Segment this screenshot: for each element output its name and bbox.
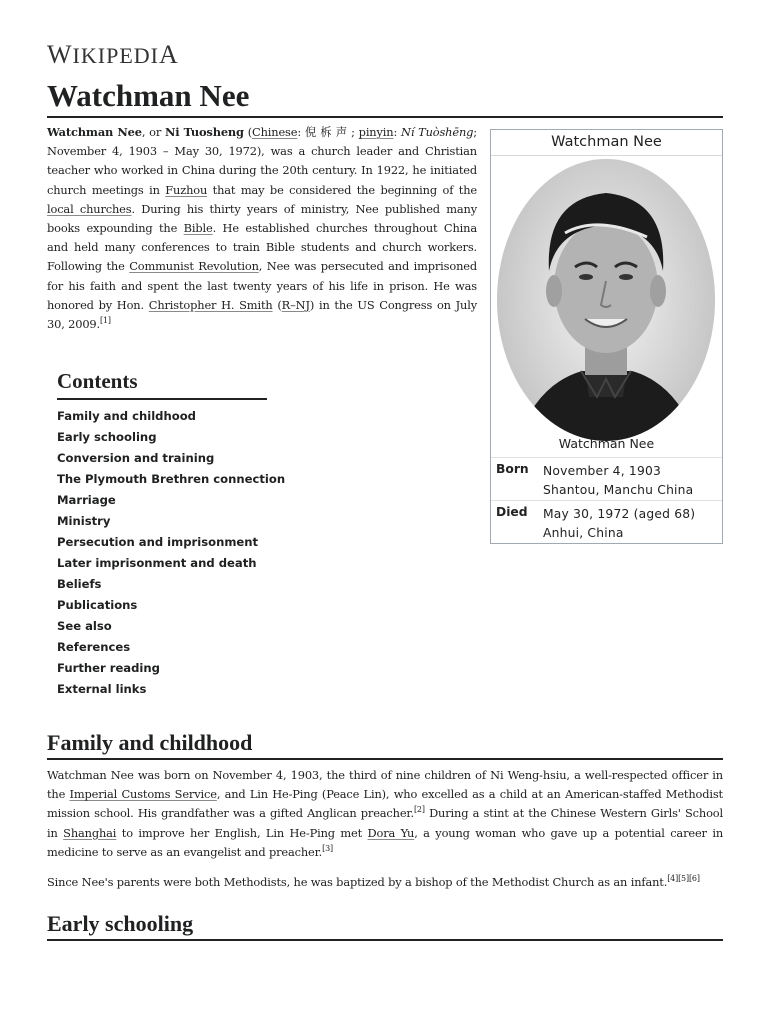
- toc-item-ministry[interactable]: Ministry: [57, 514, 111, 528]
- infobox-title: Watchman Nee: [491, 130, 722, 156]
- fuzhou-link[interactable]: Fuzhou: [165, 182, 208, 197]
- born-value: November 4, 1903 Shantou, Manchu China: [543, 464, 694, 497]
- dora-yu-link[interactable]: Dora Yu: [367, 825, 415, 840]
- toc-item-external-links[interactable]: External links: [57, 682, 147, 696]
- toc-item-publications[interactable]: Publications: [57, 598, 138, 612]
- citation-1[interactable]: [1]: [100, 316, 111, 326]
- communist-revolution-link[interactable]: Communist Revolution: [129, 259, 259, 274]
- toc-item-beliefs[interactable]: Beliefs: [57, 577, 102, 591]
- citation-3[interactable]: [3]: [322, 843, 334, 853]
- shanghai-link[interactable]: Shanghai: [63, 825, 117, 840]
- toc-item-early-schooling[interactable]: Early schooling: [57, 430, 157, 444]
- local-churches-link[interactable]: local churches: [47, 201, 132, 216]
- imperial-customs-link[interactable]: Imperial Customs Service: [69, 787, 217, 802]
- citation-2[interactable]: [2]: [413, 805, 425, 815]
- toc-item-conversion-and-training[interactable]: Conversion and training: [57, 451, 215, 465]
- lead-paragraph: Watchman Nee, or Ni Tuosheng (Chinese: 倪 柝 声 ; pinyin: Ní Tuòshēng; November 4, 1903 – May 30, 1972), was a church leader and Christian teacher who worked in China during the 20th century. In 1922, he initiated church meetings in Fuzhou that may be considered the beginning of the local churches. During his thirty years of ministry, Nee published many books expounding the Bible. He established churches throughout China and held many conferences to train Bible students and church workers. Following the Communist Revolution, Nee was persecuted and imprisoned for his faith and spent the last twenty years of his life in prison. He was honored by Hon. Christopher H. Smith (R–NJ) in the US Congress on July 30, 2009.[1]: [47, 125, 477, 332]
- portrait-photo[interactable]: [497, 159, 716, 467]
- toc-item-later-imprisonment[interactable]: Later imprisonment and death: [57, 556, 257, 570]
- pinyin-text: Ní Tuòshēng: [401, 125, 474, 139]
- wikipedia-wordmark[interactable]: WIKIPEDIA: [47, 40, 179, 69]
- died-row: [491, 500, 722, 543]
- toc-list: [57, 406, 286, 700]
- toc-title: Contents: [57, 369, 267, 400]
- toc-item-further-reading[interactable]: Further reading: [57, 661, 160, 675]
- toc-item-plymouth-brethren[interactable]: The Plymouth Brethren connection: [57, 472, 286, 486]
- table-of-contents: [57, 369, 286, 700]
- christopher-smith-link[interactable]: Christopher H. Smith: [148, 297, 273, 312]
- r-nj-link[interactable]: R–NJ: [281, 297, 310, 312]
- toc-item-see-also[interactable]: See also: [57, 619, 112, 633]
- subject-name: Watchman Nee: [47, 125, 142, 139]
- page-title: Watchman Nee: [47, 76, 723, 118]
- citations-4-5-6[interactable]: [4][5][6]: [667, 874, 700, 883]
- toc-item-references[interactable]: References: [57, 640, 131, 654]
- died-label: Died: [496, 505, 528, 519]
- pinyin-link[interactable]: pinyin: [358, 125, 394, 139]
- toc-item-persecution[interactable]: Persecution and imprisonment: [57, 535, 259, 549]
- born-row: [491, 457, 722, 500]
- toc-item-family-and-childhood[interactable]: Family and childhood: [57, 409, 196, 423]
- family-paragraph-2: Since Nee's parents were both Methodists, he was baptized by a bishop of the Methodist Church as an infant.[4][5][6]: [47, 874, 700, 889]
- died-value: May 30, 1972 (aged 68) Anhui, China: [543, 507, 696, 540]
- section-heading-family: Family and childhood: [47, 730, 723, 760]
- family-paragraph-1: Watchman Nee was born on November 4, 1903, the third of nine children of Ni Weng-hsiu, a well-respected officer in the Imperial Customs Service, and Lin He-Ping (Peace Lin), who excelled as a child at an American-staffed Methodist mission school. His grandfather was a gifted Anglican preacher.[2] During a stint at the Chinese Western Girls' School in Shanghai to improve her English, Lin He-Ping met Dora Yu, a young woman who gave up a potential career in medicine to serve as an evangelist and preacher.[3]: [47, 768, 724, 859]
- born-label: Born: [496, 462, 529, 476]
- portrait-caption: Watchman Nee: [558, 436, 655, 451]
- section-heading-early-schooling: Early schooling: [47, 911, 723, 941]
- infobox: [490, 129, 723, 544]
- subject-alt-name: Ni Tuosheng: [164, 125, 244, 139]
- chinese-link[interactable]: Chinese: [252, 125, 298, 139]
- bible-link[interactable]: Bible: [183, 221, 213, 236]
- toc-item-marriage[interactable]: Marriage: [57, 493, 116, 507]
